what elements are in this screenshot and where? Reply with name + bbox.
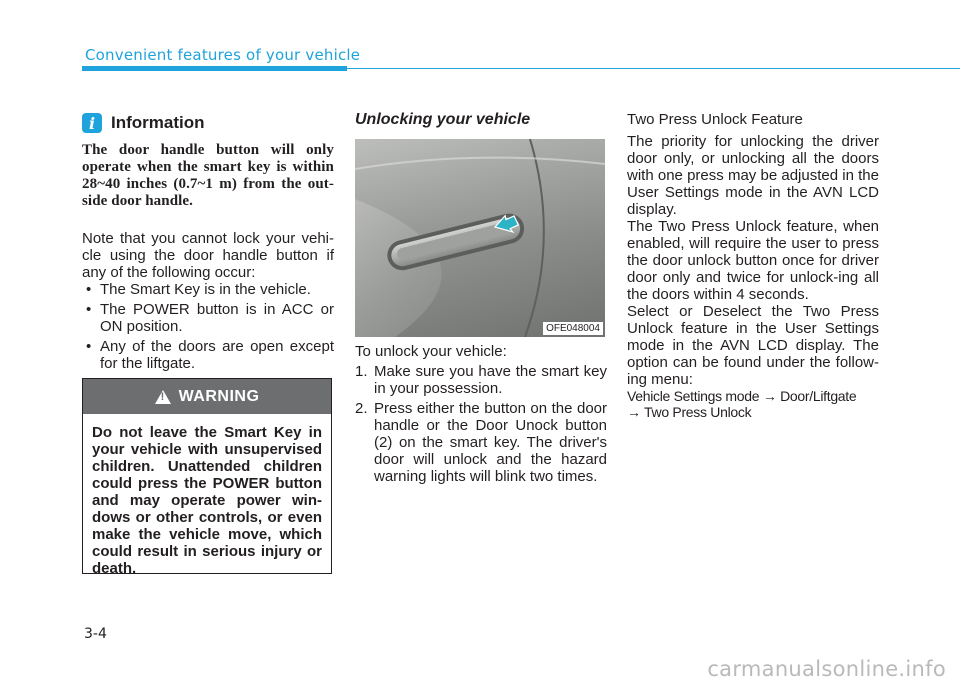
warning-text: Do not leave the Smart Key in your vehicle with unsupervised children. Unattended children could press the POWER button and may operate power win-dows or other controls, or even make the vehicle move, which could result in serious injury or death.	[92, 424, 322, 577]
two-press-paragraph-1: The priority for unlocking the driver door only, or unlocking all the doors with one press may be adjusted in the User Settings mode in the AVN LCD display.	[627, 133, 879, 218]
step-text: Press either the button on the door handle or the Door Unock button (2) on the smart key. The driver's door will unlock and the hazard warning lights will blink two times.	[374, 400, 607, 485]
information-title: Information	[111, 113, 205, 132]
unlock-steps	[355, 363, 607, 488]
step-number: 1.	[355, 363, 368, 380]
image-code-label: OFE048004	[543, 322, 603, 335]
unlocking-section-title: Unlocking your vehicle	[355, 111, 531, 128]
information-icon: i	[82, 113, 102, 133]
section-header-title: Convenient features of your vehicle	[85, 46, 361, 64]
warning-title: WARNING	[178, 387, 260, 405]
condition-list	[82, 281, 334, 375]
step-text: Make sure you have the smart key in your possession.	[374, 363, 607, 397]
door-handle-photo	[355, 139, 605, 337]
step-number: 2.	[355, 400, 368, 417]
list-item: • The POWER button is in ACC or ON position.	[82, 301, 334, 335]
two-press-heading: Two Press Unlock Feature	[627, 111, 803, 128]
two-press-paragraph-2: The Two Press Unlock feature, when enabled, will require the user to press the door unlock button once for driver door only and twice for unlock-ing all the doors within 4 seconds.	[627, 218, 879, 303]
two-press-paragraph-3: Select or Deselect the Two Press Unlock feature in the User Settings mode in the AVN LCD display. The option can be found under the follow-ing menu:	[627, 303, 879, 388]
warning-triangle-icon: !	[155, 390, 171, 404]
menu-path-line-2: → Two Press Unlock	[627, 404, 752, 420]
watermark: carmanualsonline.info	[707, 657, 946, 681]
list-item: • Any of the doors are open except for the liftgate.	[82, 338, 334, 372]
list-item	[355, 363, 607, 397]
door-handle-illustration	[355, 139, 605, 337]
warning-header	[83, 379, 331, 414]
page-number: 3-4	[84, 626, 107, 642]
warning-box	[82, 378, 332, 577]
list-item	[355, 400, 607, 485]
information-heading	[82, 112, 205, 134]
header-accent-bar	[82, 66, 347, 71]
unlock-intro: To unlock your vehicle:	[355, 343, 507, 360]
header-rule	[347, 68, 960, 69]
information-note: Note that you cannot lock your vehi-cle using the door handle button if any of the following occur:	[82, 230, 334, 281]
information-bold-text: The door handle button will only operate when the smart key is within 28~40 inches (0.7~1 m) from the out-side door handle.	[82, 142, 334, 209]
list-item: • The Smart Key is in the vehicle.	[82, 281, 334, 298]
menu-path-line-1: Vehicle Settings mode → Door/Liftgate	[627, 388, 857, 404]
